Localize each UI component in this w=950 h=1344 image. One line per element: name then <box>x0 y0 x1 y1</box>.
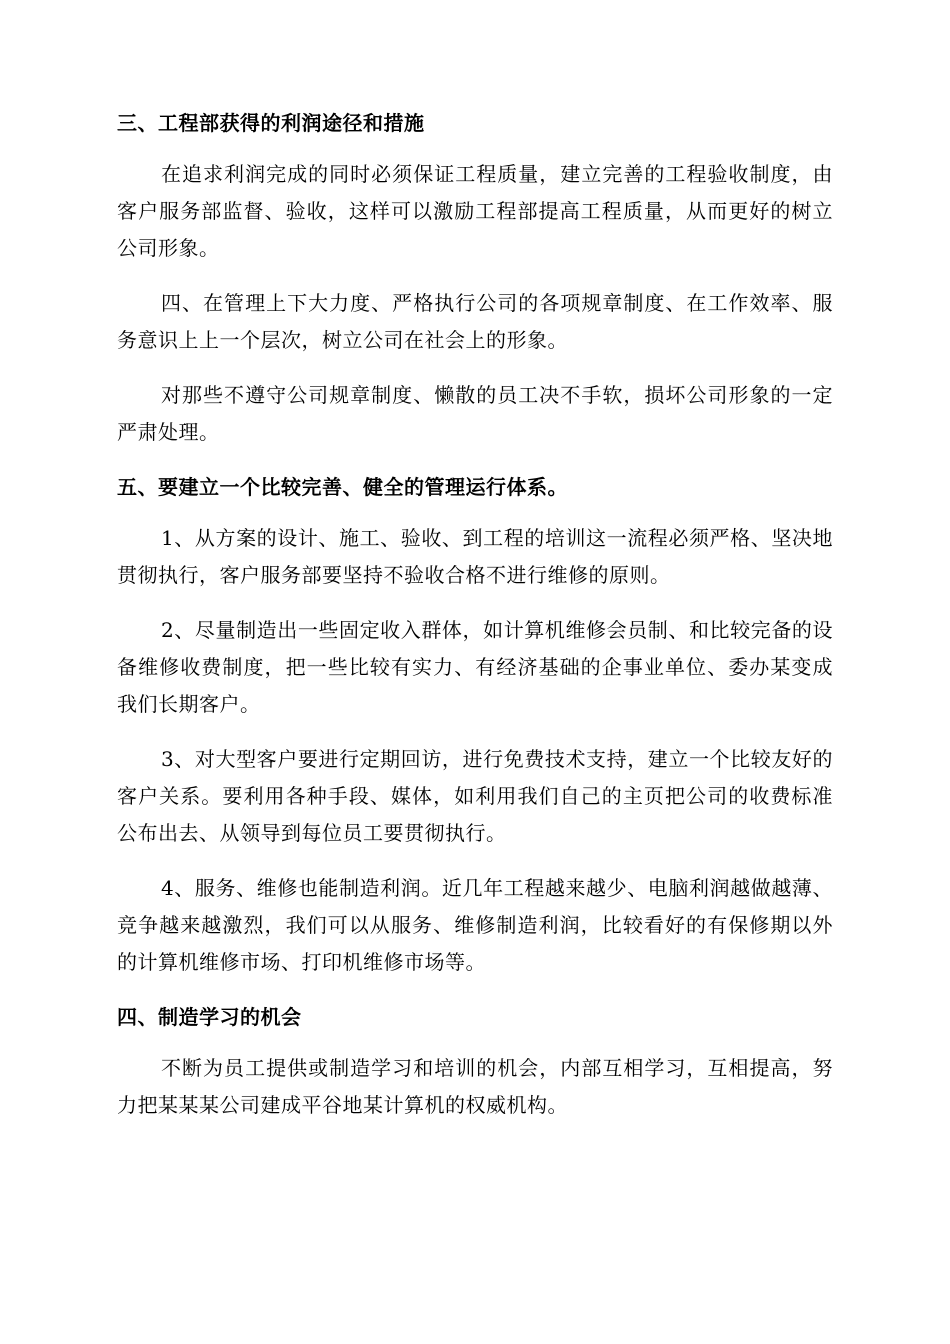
document-page <box>117 105 833 1124</box>
paragraph-quality: 在追求利润完成的同时必须保证工程质量，建立完善的工程验收制度，由客户服务部监督、验收，这样可以激励工程部提高工程质量，从而更好的树立公司形象。 <box>117 162 833 260</box>
paragraph-item-3: 3、对大型客户要进行定期回访，进行免费技术支持，建立一个比较友好的客户关系。要利用各种手段、媒体，如利用我们自己的主页把公司的收费标准公布出去、从领导到每位员工要贯彻执行。 <box>117 747 833 845</box>
section-heading-3: 三、工程部获得的利润途径和措施 <box>117 111 425 135</box>
paragraph-management: 四、在管理上下大力度、严格执行公司的各项规章制度、在工作效率、服务意识上上一个层次，树立公司在社会上的形象。 <box>117 291 833 352</box>
paragraph-item-1: 1、从方案的设计、施工、验收、到工程的培训这一流程必须严格、坚决地贯彻执行，客户服务部要坚持不验收合格不进行维修的原则。 <box>117 526 833 587</box>
paragraph-learning: 不断为员工提供或制造学习和培训的机会，内部互相学习，互相提高，努力把某某某公司建成平谷地某计算机的权威机构。 <box>117 1056 833 1117</box>
paragraph-item-4: 4、服务、维修也能制造利润。近几年工程越来越少、电脑利润越做越薄、竞争越来越激烈，我们可以从服务、维修制造利润，比较看好的有保修期以外的计算机维修市场、打印机维修市场等。 <box>117 876 833 974</box>
section-heading-5: 五、要建立一个比较完善、健全的管理运行体系。 <box>117 475 568 499</box>
paragraph-discipline: 对那些不遵守公司规章制度、懒散的员工决不手软，损坏公司形象的一定严肃处理。 <box>117 383 833 444</box>
section-heading-4-learning: 四、制造学习的机会 <box>117 1005 302 1029</box>
paragraph-item-2: 2、尽量制造出一些固定收入群体，如计算机维修会员制、和比较完备的设备维修收费制度，把一些比较有实力、有经济基础的企事业单位、委办某变成我们长期客户。 <box>117 618 833 716</box>
